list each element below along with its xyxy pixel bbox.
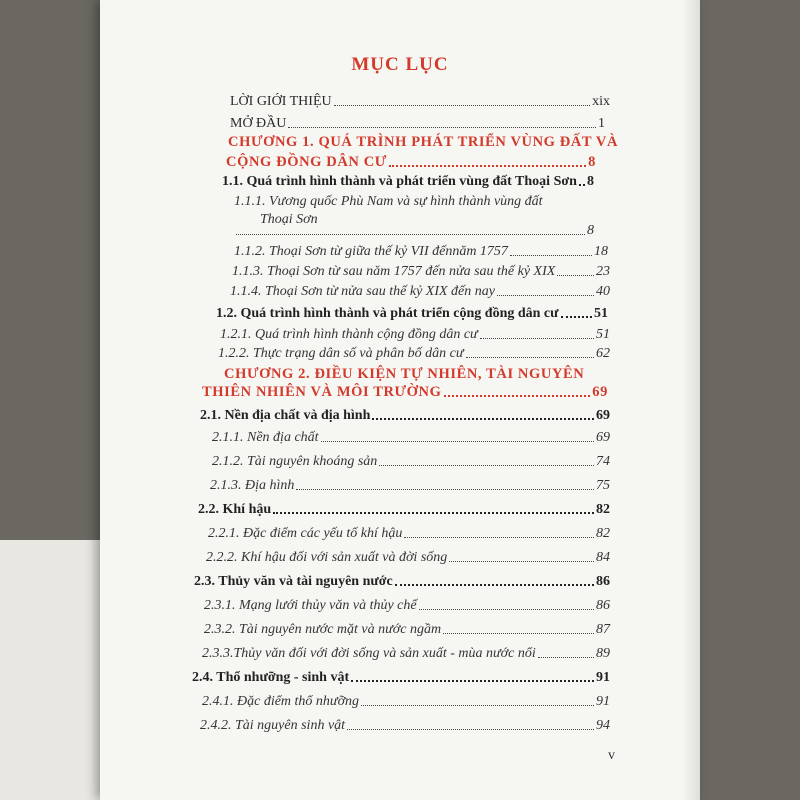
dot-leader <box>404 537 594 538</box>
dot-leader <box>443 633 594 634</box>
dot-leader <box>466 357 595 358</box>
toc-entry-2-2-2[interactable]: 2.2.2. Khí hậu đối với sản xuất và đời sống 84 <box>206 550 610 565</box>
dot-leader <box>296 489 594 490</box>
dot-leader <box>449 561 594 562</box>
toc-entry-chapter-1[interactable]: CỘNG ĐỒNG DÂN CƯ 8 <box>226 154 596 170</box>
toc-entry-1-1-4[interactable]: 1.1.4. Thoại Sơn từ nửa sau thế kỷ XIX đến nay 40 <box>230 284 610 299</box>
toc-entry-1-2[interactable]: 1.2. Quá trình hình thành và phát triển cộng đồng dân cư 51 <box>216 306 608 321</box>
dot-leader <box>480 338 594 339</box>
dot-leader <box>557 275 594 276</box>
dot-leader <box>538 657 594 658</box>
table-of-contents <box>100 0 700 800</box>
toc-entry-2-2[interactable]: 2.2. Khí hậu 82 <box>198 502 610 517</box>
dot-leader <box>389 165 586 167</box>
dot-leader <box>347 729 594 730</box>
dot-leader <box>510 255 592 256</box>
dot-leader <box>579 184 585 186</box>
toc-entry-1-1-2[interactable]: 1.1.2. Thoại Sơn từ giữa thế kỷ VII đếnnăm 1757 18 <box>234 244 608 259</box>
toc-entry-2-2-1[interactable]: 2.2.1. Đặc điểm các yếu tố khí hậu 82 <box>208 526 610 541</box>
toc-entry-1-2-1[interactable]: 1.2.1. Quá trình hình thành cộng đồng dân cư 51 <box>220 327 610 342</box>
dot-leader <box>236 234 585 235</box>
dot-leader <box>395 584 594 586</box>
toc-entry-2-4-2[interactable]: 2.4.2. Tài nguyên sinh vật 94 <box>200 718 610 733</box>
toc-entry-1-1-1-page[interactable]: 8 <box>234 223 594 239</box>
dot-leader <box>361 705 594 706</box>
dot-leader <box>351 680 594 682</box>
chapter-2-heading: CHƯƠNG 2. ĐIỀU KIỆN TỰ NHIÊN, TÀI NGUYÊN <box>224 366 585 382</box>
toc-entry-2-1[interactable]: 2.1. Nền địa chất và địa hình 69 <box>200 408 610 423</box>
toc-entry-2-3-3[interactable]: 2.3.3.Thủy văn đối với đời sống và sản xuất - mùa nước nổi 89 <box>202 646 610 661</box>
dot-leader <box>372 418 594 420</box>
chapter-1-heading: CHƯƠNG 1. QUÁ TRÌNH PHÁT TRIỂN VÙNG ĐẤT VÀ <box>228 134 619 150</box>
dot-leader <box>419 609 594 610</box>
toc-entry-preface[interactable]: MỞ ĐẦU 1 <box>230 116 605 131</box>
toc-entry-2-4-1[interactable]: 2.4.1. Đặc điểm thổ nhưỡng 91 <box>202 694 610 709</box>
toc-title: MỤC LỤC <box>351 54 449 75</box>
page-number: v <box>608 748 615 763</box>
dot-leader <box>444 395 591 397</box>
toc-entry-2-1-1[interactable]: 2.1.1. Nền địa chất 69 <box>212 430 610 445</box>
dot-leader <box>273 512 594 514</box>
dot-leader <box>321 441 594 442</box>
toc-entry-2-1-2[interactable]: 2.1.2. Tài nguyên khoáng sản 74 <box>212 454 610 469</box>
dot-leader <box>334 105 591 106</box>
toc-entry-2-3[interactable]: 2.3. Thủy văn và tài nguyên nước 86 <box>194 574 610 589</box>
toc-entry-2-3-1[interactable]: 2.3.1. Mạng lưới thủy văn và thủy chế 86 <box>204 598 610 613</box>
dot-leader <box>379 465 594 466</box>
toc-entry-2-1-3[interactable]: 2.1.3. Địa hình 75 <box>210 478 610 493</box>
toc-entry-chapter-2[interactable]: THIÊN NHIÊN VÀ MÔI TRƯỜNG 69 <box>202 384 608 400</box>
toc-entry-2-4[interactable]: 2.4. Thổ nhưỡng - sinh vật 91 <box>192 670 610 685</box>
dot-leader <box>288 127 596 128</box>
toc-entry-intro[interactable]: LỜI GIỚI THIỆU xix <box>230 94 610 109</box>
dot-leader <box>561 316 592 318</box>
toc-entry-1-1-1[interactable]: 1.1.1. Vương quốc Phù Nam và sự hình thành vùng đất <box>234 194 543 209</box>
toc-entry-2-3-2[interactable]: 2.3.2. Tài nguyên nước mặt và nước ngầm 87 <box>204 622 610 637</box>
dot-leader <box>497 295 594 296</box>
book-page <box>100 0 700 800</box>
toc-entry-1-1[interactable]: 1.1. Quá trình hình thành và phát triển vùng đất Thoại Sơn 8 <box>222 174 594 189</box>
toc-entry-1-1-3[interactable]: 1.1.3. Thoại Sơn từ sau năm 1757 đến nửa sau thế kỷ XIX 23 <box>232 264 610 279</box>
toc-entry-1-2-2[interactable]: 1.2.2. Thực trạng dân số và phân bố dân cư 62 <box>218 346 610 361</box>
toc-entry-1-1-1-continued: Thoại Sơn <box>260 212 318 227</box>
